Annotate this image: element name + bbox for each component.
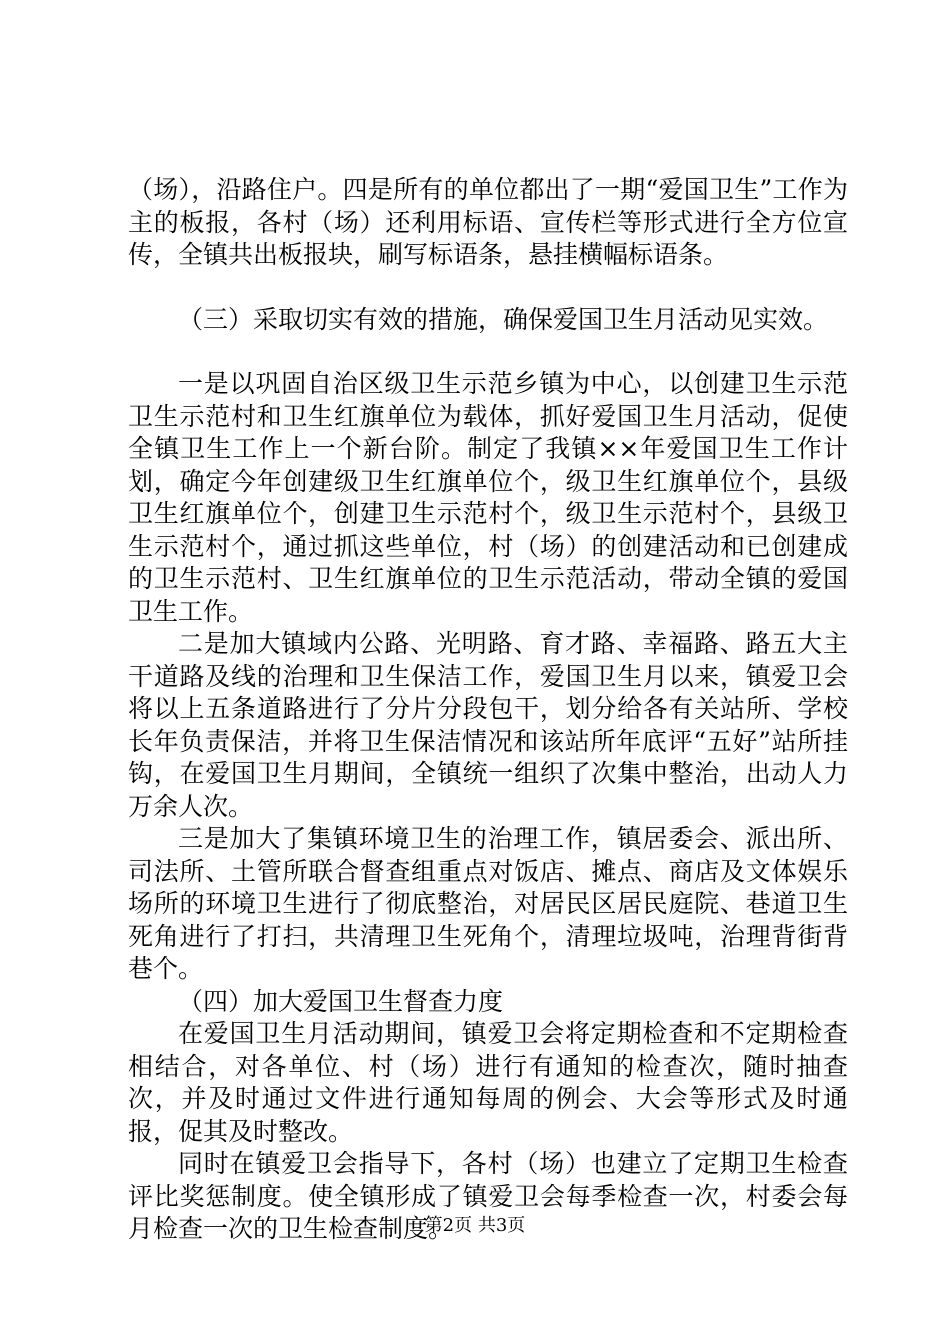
page-footer bbox=[0, 1214, 950, 1238]
paragraph-gap bbox=[128, 336, 848, 368]
section-heading-3: （三）采取切实有效的措施，确保爱国卫生月活动见实效。 bbox=[178, 304, 829, 334]
paragraph-system: 同时在镇爱卫会指导下，各村（场）也建立了定期卫生检查评比奖惩制度。使全镇形成了镇爱卫会每季检查一次，村委会每月检查一次的卫生检查制度。 bbox=[128, 1149, 848, 1243]
paragraph-inspection: 在爱国卫生月活动期间，镇爱卫会将定期检查和不定期检查相结合，对各单位、村（场）进行有通知的检查次，随时抽查次，并及时通过文件进行通知每周的例会、大会等形式及时通报，促其及时整改。 bbox=[128, 1019, 848, 1146]
section-heading-4: （四）加大爱国卫生督查力度 bbox=[178, 986, 504, 1016]
page-number-label: 第2页 共3页 bbox=[424, 1215, 526, 1236]
document-body bbox=[128, 174, 848, 1246]
paragraph-continuation: （场），沿路住户。四是所有的单位都出了一期“爱国卫生”工作为主的板报，各村（场）还利用标语、宣传栏等形式进行全方位宣传，全镇共出板报块，刷写标语条，悬挂横幅标语条。 bbox=[128, 175, 848, 269]
paragraph-item-2: 二是加大镇域内公路、光明路、育才路、幸福路、路五大主干道路及线的治理和卫生保洁工作，爱国卫生月以来，镇爱卫会将以上五条道路进行了分片分段包干，划分给各有关站所、学校长年负责保洁，并将卫生保洁情况和该站所年底评“五好”站所挂钩，在爱国卫生月期间，全镇统一组织了次集中整治，出动人力万余人次。 bbox=[128, 629, 848, 821]
paragraph-item-1: 一是以巩固自治区级卫生示范乡镇为中心，以创建卫生示范卫生示范村和卫生红旗单位为载体，抓好爱国卫生月活动，促使全镇卫生工作上一个新台阶。制定了我镇××年爱国卫生工作计划，确定今年创建级卫生红旗单位个，级卫生红旗单位个，县级卫生红旗单位个，创建卫生示范村个，级卫生示范村个，县级卫生示范村个，通过抓这些单位，村（场）的创建活动和已创建成的卫生示范村、卫生红旗单位的卫生示范活动，带动全镇的爱国卫生工作。 bbox=[128, 369, 848, 626]
paragraph-gap bbox=[128, 272, 848, 304]
paragraph-item-3: 三是加大了集镇环境卫生的治理工作，镇居委会、派出所、司法所、土管所联合督查组重点对饭店、摊点、商店及文体娱乐场所的环境卫生进行了彻底整治，对居民区居民庭院、巷道卫生死角进行了打扫，共清理卫生死角个，清理垃圾吨，治理背街背巷个。 bbox=[128, 824, 848, 983]
